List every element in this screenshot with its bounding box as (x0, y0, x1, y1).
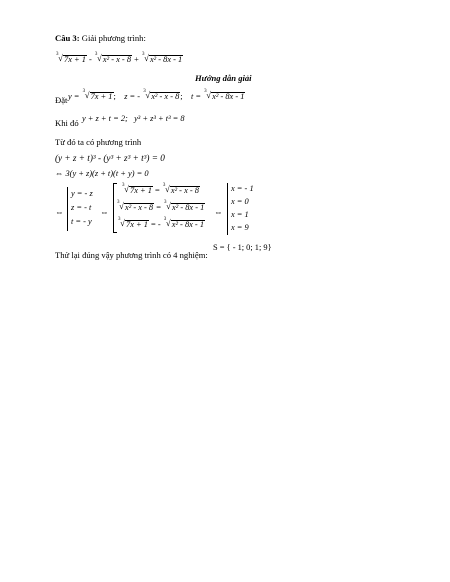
t-cube-root: 3 √ x² - 8x - 1 (204, 89, 245, 101)
radical-sign-icon: √ (120, 218, 125, 228)
radical-sign-icon: √ (84, 90, 90, 100)
substitution-line (55, 96, 67, 105)
radical-sign-icon: √ (119, 201, 124, 211)
main-equation: 3 √ 7x + 1 - 3 √ x² - x - 8 + 3 √ x² - 8x - 1 (56, 52, 183, 64)
y-cube-root: 3 √ 7x + 1 (82, 89, 113, 101)
factored-equation: ⇔ 3(y + z)(z + t)(t + y) = 0 (55, 169, 149, 178)
equivalence-arrow-3: ⇔ (214, 207, 223, 217)
conclusion-sentence: Thử lại đúng vậy phương trình có 4 nghiệm: (55, 250, 208, 260)
radical-sign-icon: √ (58, 53, 63, 63)
solution-title: Hướng dẫn giải (195, 73, 252, 83)
cube-root-2: 3 √ x² - x - 8 (94, 52, 132, 64)
equivalence-arrow-1: ⇔ (55, 207, 64, 217)
then-label: Khi đó (55, 118, 79, 128)
then-formulas (82, 115, 185, 123)
cube-sum-relation: y³ + z³ + t³ = 8 (134, 114, 185, 123)
radical-sign-icon: √ (166, 201, 171, 211)
radical-sign-icon: √ (165, 218, 171, 228)
problem-instruction: Giải phương trình: (79, 33, 146, 43)
substitution-formulas: y = 3 √ 7x + 1; z = - 3 √ x² - x - 8; t = 3 √ x² - 8x - 1 (68, 89, 245, 101)
radical-sign-icon: √ (143, 53, 149, 63)
system-brace (67, 187, 68, 231)
radical-sign-icon: √ (145, 90, 151, 100)
substitution-label: Đặt (55, 95, 68, 105)
union-bracket (113, 183, 114, 233)
problem-heading (55, 34, 146, 43)
case1-row-2: z = - t (71, 203, 92, 212)
problem-number: Câu 3: (55, 33, 80, 43)
radical-sign-icon: √ (124, 184, 129, 194)
equivalence-arrow-2: ⇔ (100, 207, 109, 217)
sum-relation: y + z + t = 2; (82, 114, 128, 123)
root-4: x = 9 (231, 223, 249, 232)
radical-sign-icon: √ (164, 184, 170, 194)
case1-row-3: t = - y (71, 217, 92, 226)
case1-row-1: y = - z (71, 189, 93, 198)
radical-sign-icon: √ (96, 53, 102, 63)
root-3: x = 1 (231, 210, 249, 219)
radical-sign-icon: √ (206, 90, 212, 100)
case2-row-2: 3 √ x² - x - 8 = 3 √ x² - 8x - 1 (117, 200, 205, 212)
z-cube-root: 3 √ x² - x - 8 (143, 89, 180, 101)
result-bar (227, 183, 228, 235)
case2-row-1: 3 √ 7x + 1 = 3 √ x² - x - 8 (122, 183, 199, 195)
identity-equation: (y + z + t)³ - (y³ + z³ + t³) = 0 (55, 153, 165, 163)
solution-set: S = { - 1; 0; 1; 9} (213, 243, 272, 252)
cube-root-3: 3 √ x² - 8x - 1 (141, 52, 183, 64)
deduction-sentence: Từ đó ta có phương trình (55, 137, 142, 147)
root-1: x = - 1 (231, 184, 254, 193)
cube-root-1: 3 √ 7x + 1 (56, 52, 86, 64)
case2-row-3: 3 √ 7x + 1 = - 3 √ x² - 8x - 1 (118, 217, 205, 229)
root-2: x = 0 (231, 197, 249, 206)
